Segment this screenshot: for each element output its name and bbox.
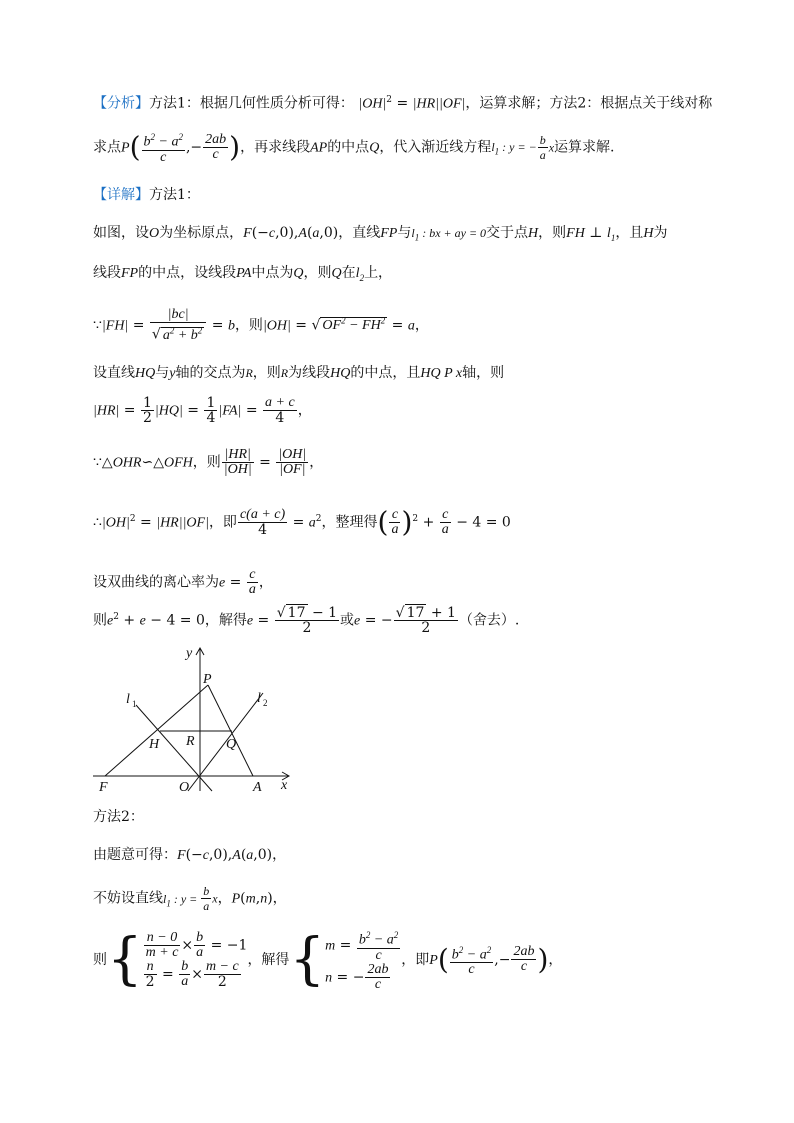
- label-l2: l: [257, 691, 261, 706]
- label-l1-sub: 1: [132, 699, 137, 709]
- label-P: P: [203, 672, 212, 687]
- label-A: A: [253, 780, 262, 795]
- label-Q: Q: [226, 737, 237, 752]
- analysis-line-2: 求点P( $\frac{b^2 - a^2}{c}$ ,− $\frac{2ab}{c}$ )，再求线段AP的中点Q，代入渐近线方程$l_1$ : y = − $\frac{b}{a}$ x运算求解.: [93, 130, 615, 165]
- detail-line-8: 设双曲线的离心率为e = $\frac{c}{a}$ ，: [93, 567, 273, 597]
- analysis-tag: 【分析】: [93, 95, 149, 112]
- geometry-figure: [93, 645, 313, 795]
- label-F: F: [99, 780, 108, 795]
- line-l1: [136, 705, 212, 791]
- label-l1: l: [126, 692, 130, 707]
- method2-line-2: 不妨设直线$l_1$ : y = $\frac{b}{a}$ x，P(m,n)，: [93, 884, 287, 913]
- detail-line-2: 线段FP的中点，设线段PA中点为Q，则Q在$l_2$上，: [93, 265, 393, 283]
- method2-line-1: 由题意可得：F(−c,0),A(a,0)，: [93, 847, 287, 863]
- method2-line-3: 则{ $\frac{n - 0}{m + c}$ × $\frac{b}{a}$ = −1 $\frac{n}{2}$ = $\frac{b}{a}$ × $\frac{m - c}{2}$ ，解得{ m = $\frac{b^2 - a^2}{c}$ n = − $\frac{2ab}{c}$ ，即P( $\frac{b^2 - a^2}{c}$ ,− $\frac{2ab}{c}$ )，: [93, 926, 563, 992]
- detail-line-3: ∵|FH| = $\frac{|bc|}{√ a^2 + b^2}$ = b，则|OH| = √ $OF^2 - FH^2 = a$，: [93, 307, 429, 343]
- detail-heading: 【详解】方法1：: [93, 187, 200, 203]
- method2-heading: 方法2：: [93, 809, 144, 825]
- analysis-line-1: 【分析】方法1：根据几何性质分析可得： $|OH|^2 = |HR||OF|$，运算求解；方法2：根据点关于线对称: [93, 95, 713, 112]
- detail-line-9: 则$e^2 + e - 4 = 0$，解得e = $\frac{√ 17 - 1}{2}$ 或e = − $\frac{√ 17 + 1}{2}$ （舍去）.: [93, 605, 520, 636]
- detail-line-5: |HR| = $\frac{1}{2}$ |HQ| = $\frac{1}{4}$ |FA| = $\frac{a + c}{4}$ ，: [93, 395, 312, 426]
- label-H: H: [149, 737, 160, 752]
- label-R: R: [186, 734, 195, 749]
- detail-tag: 【详解】: [93, 187, 149, 203]
- detail-line-7: $\therefore|OH|^2 = |HR||OF|$，即 $\frac{c(a + c)}{4}$ = $a^2$，整理得( $\frac{c}{a}$ )$^2$ + $\frac{c}{a}$ − 4 = 0: [93, 505, 511, 539]
- detail-line-1: 如图，设O为坐标原点，F(−c,0),A(a,0)，直线FP与$l_1$ : bx + ay = 0交于点H，则FH ⊥ $l_1$，且H为: [93, 225, 668, 243]
- detail-line-4: 设直线HQ与y轴的交点为R，则R为线段HQ的中点，且HQ P x轴，则: [93, 365, 505, 381]
- label-y: y: [186, 646, 193, 661]
- label-O: O: [179, 780, 190, 795]
- label-x: x: [281, 778, 288, 793]
- label-l2-sub: 2: [263, 698, 268, 708]
- detail-line-6: ∵△OHR∽△OFH，则 $\frac{|HR|}{|OH|}$ = $\frac{|OH|}{|OF|}$ ，: [93, 447, 324, 477]
